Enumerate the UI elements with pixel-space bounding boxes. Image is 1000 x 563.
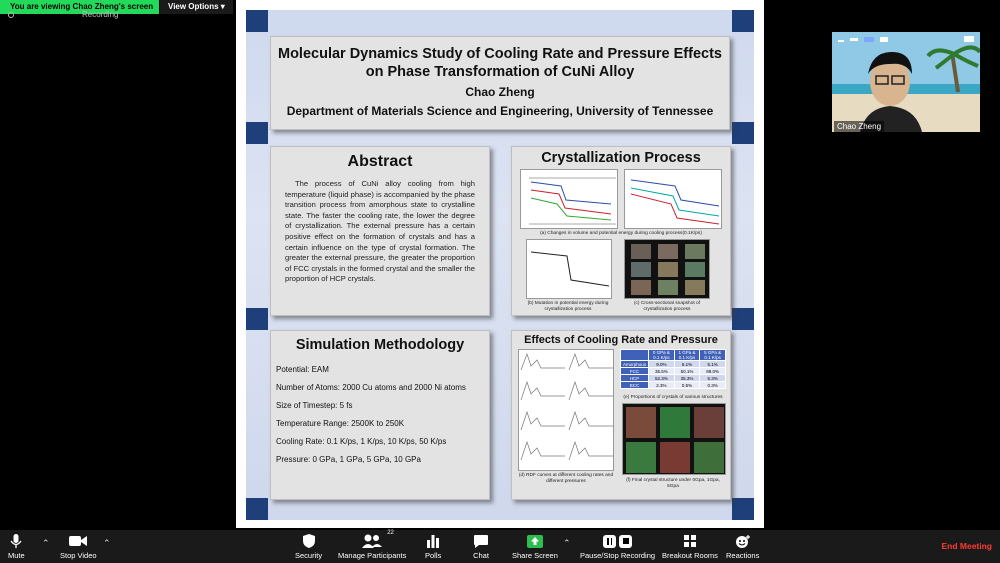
- microphone-icon: [10, 532, 22, 550]
- poster-department: Department of Materials Science and Engineering, University of Tennessee: [286, 104, 714, 118]
- method-atoms: Number of Atoms: 2000 Cu atoms and 2000 Ni atoms: [276, 383, 466, 392]
- table-row: [621, 375, 726, 382]
- table-cell: 0.3%: [700, 382, 726, 389]
- table-header-cell: 0 GPa & 0.1 K/ps: [649, 350, 675, 361]
- polls-label: Polls: [425, 551, 442, 560]
- effects-heading: Effects of Cooling Rate and Pressure: [524, 334, 718, 346]
- mute-label: Mute: [8, 551, 25, 560]
- pause-icon: [603, 535, 616, 548]
- share-options-chevron-icon[interactable]: ⌃: [563, 538, 571, 548]
- effects-panel: [511, 330, 731, 500]
- table-row: [621, 368, 726, 375]
- table-cell: FCC: [621, 368, 649, 375]
- methodology-panel: [270, 330, 490, 500]
- method-potential: Potential: EAM: [276, 365, 329, 374]
- table-row: [621, 361, 726, 368]
- caption-c: (c) Cross-sectional snapshot of crystallization process: [633, 301, 701, 312]
- table-cell: 52.3%: [649, 375, 675, 382]
- table-cell: 35.5%: [649, 368, 675, 375]
- shield-icon: [302, 532, 316, 550]
- table-cell: HCP: [621, 375, 649, 382]
- poster-corner-block: [246, 308, 268, 330]
- caption-e: (e) Proportions of crystals of various structures: [623, 395, 723, 400]
- stop-video-button[interactable]: [60, 532, 97, 560]
- poster-author: Chao Zheng: [465, 85, 535, 99]
- poster-title: Molecular Dynamics Study of Cooling Rate and Pressure Effects on Phase Transformation of CuNi Alloy: [278, 46, 722, 80]
- participants-icon: [361, 530, 394, 550]
- table-header-row: [621, 350, 726, 361]
- bar-chart-icon: [426, 532, 440, 550]
- smiley-plus-icon: [735, 532, 751, 550]
- participant-video-tile[interactable]: [832, 32, 980, 132]
- audio-options-chevron-icon[interactable]: ⌃: [42, 538, 50, 548]
- view-options-label: View Options: [168, 2, 219, 11]
- table-cell: 89.0%: [700, 368, 726, 375]
- breakout-rooms-button[interactable]: [662, 532, 718, 560]
- meeting-toolbar: [0, 530, 1000, 563]
- abstract-text: The process of CuNi alloy cooling from high temperature (liquid phase) is accompanied by the phase transition process from amorphous state to crystalline state. The faster the cooling rate, the lower the degree of crystallization. The external pressure has a certain positive effect on the formation of crystals and has a certain influence on the type of crystal formation. The greater the external pressure, the greater the proportion of FCC crystals in the formed crystal and the smaller the proportion of HCP crystals.: [285, 179, 475, 284]
- speaker-view-icon[interactable]: [864, 37, 874, 42]
- table-row: [621, 382, 726, 389]
- reactions-button[interactable]: [726, 532, 759, 560]
- poster-corner-block: [732, 498, 754, 520]
- hide-video-icon[interactable]: [850, 38, 858, 41]
- research-poster: [246, 10, 754, 520]
- table-cell: 2.3%: [649, 382, 675, 389]
- chat-label: Chat: [473, 551, 489, 560]
- method-timestep: Size of Timestep: 5 fs: [276, 401, 353, 410]
- poster-corner-block: [732, 122, 754, 144]
- table-cell: 5.3%: [700, 375, 726, 382]
- gallery-view-icon[interactable]: [880, 37, 888, 42]
- volume-energy-plot-left: [520, 169, 618, 229]
- webcam-image: [832, 32, 980, 132]
- video-options-chevron-icon[interactable]: ⌃: [103, 538, 111, 548]
- security-label: Security: [295, 551, 323, 560]
- reactions-label: Reactions: [726, 551, 760, 560]
- method-cooling-rate: Cooling Rate: 0.1 K/ps, 1 K/ps, 10 K/ps, 50 K/ps: [276, 437, 447, 446]
- rdf-curves-plot: [518, 349, 614, 471]
- table-cell: 5.1%: [700, 361, 726, 368]
- security-button[interactable]: [295, 532, 322, 560]
- method-pressure: Pressure: 0 GPa, 1 GPa, 5 GPa, 10 GPa: [276, 455, 421, 464]
- end-meeting-button[interactable]: End Meeting: [941, 541, 992, 551]
- caption-b: (b) Mutation in potential energy during crystallization process: [527, 301, 609, 312]
- chevron-down-icon: ▾: [220, 2, 225, 11]
- line-plot-graphic: [625, 170, 722, 229]
- pause-stop-icons: [603, 532, 632, 550]
- mutation-plot-graphic: [527, 240, 612, 299]
- table-cell: 0.5%: [674, 382, 700, 389]
- shared-screen: [236, 0, 764, 528]
- recording-label: Recording: [82, 10, 119, 19]
- video-camera-icon: [68, 532, 88, 550]
- table-cell: 9.0%: [649, 361, 675, 368]
- abstract-heading: Abstract: [347, 153, 413, 170]
- recording-dot-icon: [8, 12, 14, 18]
- table-header-cell: 5 GPa & 0.1 K/ps: [700, 350, 726, 361]
- pause-stop-recording-button[interactable]: [580, 532, 655, 560]
- poster-title-panel: [270, 36, 730, 130]
- recording-indicator: [8, 10, 118, 19]
- structure-grid-graphic: [623, 404, 726, 475]
- crystal-proportion-table: [620, 349, 726, 389]
- caption-d: (d) RDF curves at different cooling rates and different pressures: [518, 473, 614, 484]
- participant-name-label: Chao Zheng: [834, 121, 884, 132]
- caption-f: (f) Final crystal structure under 0Gpa, 1Gpa, 5Gpa: [626, 478, 720, 489]
- table-cell: Amorphous: [621, 361, 649, 368]
- breakout-rooms-label: Breakout Rooms: [662, 551, 718, 560]
- line-plot-graphic: [521, 170, 618, 229]
- video-tile-toolbar: [832, 32, 980, 46]
- chat-bubble-icon: [473, 532, 489, 550]
- abstract-panel: [270, 146, 490, 316]
- minimize-icon[interactable]: [838, 40, 844, 42]
- poster-corner-block: [246, 498, 268, 520]
- table-cell: 50.1%: [674, 368, 700, 375]
- stop-icon: [619, 535, 632, 548]
- rdf-graphic: [519, 350, 614, 471]
- final-structure-images: [622, 403, 726, 475]
- poster-corner-block: [246, 10, 268, 32]
- poster-corner-block: [246, 122, 268, 144]
- poster-corner-block: [732, 308, 754, 330]
- mute-button[interactable]: [8, 532, 25, 560]
- polls-button[interactable]: [425, 532, 441, 560]
- caption-a: (a) Changes in volume and potential energy during cooling process(0.1K/ps): [540, 231, 702, 236]
- cross-section-snapshots: [624, 239, 710, 299]
- snapshot-grid-graphic: [625, 240, 710, 299]
- potential-energy-plot: [526, 239, 612, 299]
- table-cell: 35.3%: [674, 375, 700, 382]
- participants-label: Manage Participants: [338, 551, 407, 560]
- view-options-button[interactable]: [160, 0, 233, 14]
- methodology-heading: Simulation Methodology: [295, 337, 465, 353]
- poster-corner-block: [732, 10, 754, 32]
- stop-video-label: Stop Video: [60, 551, 97, 560]
- crystallization-panel: [511, 146, 731, 316]
- share-screen-button[interactable]: [512, 532, 558, 560]
- chat-button[interactable]: [473, 532, 489, 560]
- crystallization-heading: Crystallization Process: [541, 150, 701, 166]
- table-cell: BCC: [621, 382, 649, 389]
- share-screen-label: Share Screen: [512, 551, 558, 560]
- method-temperature: Temperature Range: 2500K to 250K: [276, 419, 405, 428]
- table-header-cell: 1 GPa & 0.1 K/ps: [674, 350, 700, 361]
- share-screen-icon: [526, 532, 544, 550]
- layout-icon[interactable]: [964, 36, 974, 42]
- breakout-rooms-icon: [683, 532, 697, 550]
- table-cell: 6.1%: [674, 361, 700, 368]
- viewing-screen-banner: You are viewing Chao Zheng's screen: [0, 0, 159, 14]
- manage-participants-button[interactable]: [338, 532, 406, 560]
- table-header-cell: [621, 350, 649, 361]
- volume-energy-plot-right: [624, 169, 722, 229]
- participant-count-badge: 22: [387, 530, 394, 536]
- recording-control-label: Pause/Stop Recording: [580, 551, 656, 560]
